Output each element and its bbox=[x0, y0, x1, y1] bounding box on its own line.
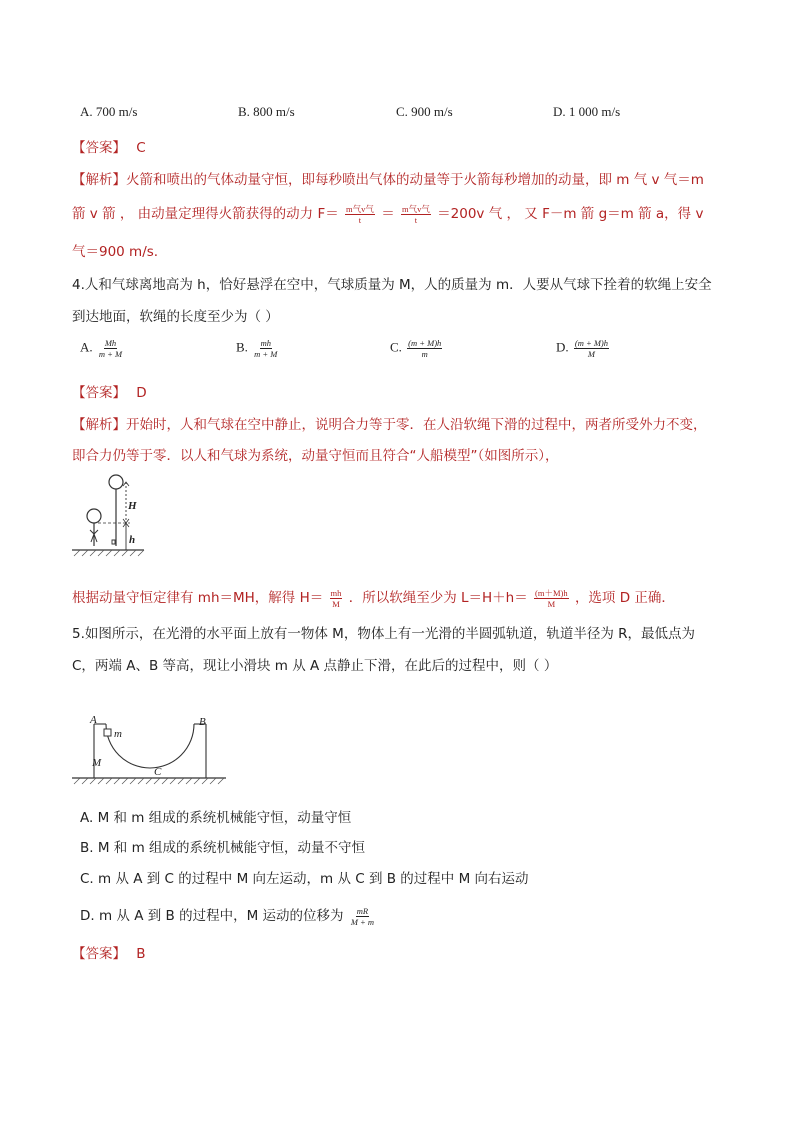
q4-analysis-line2: 即合力仍等于零．以人和气球为系统，动量守恒而且符合“人船模型”（如图所示）， bbox=[72, 448, 559, 464]
q3-option-a: A. 700 m/s bbox=[80, 104, 138, 119]
q3-answer bbox=[72, 136, 146, 156]
q3-analysis-line1 bbox=[72, 168, 704, 188]
figure-label-A: A bbox=[90, 714, 97, 726]
q5-stem-line2: C，两端 A、B 等高，现让小滑块 m 从 A 点静止下滑，在此后的过程中，则（ ） bbox=[72, 658, 558, 674]
q3-analysis-line3: 气＝900 m/s. bbox=[72, 244, 159, 260]
q4-option-c: C. $\frac{(m + M)h}{m}$ bbox=[390, 338, 442, 359]
answer-value: C bbox=[136, 140, 146, 156]
figure-label-M: M bbox=[92, 757, 102, 769]
q4-analysis-line3: 根据动量守恒定律有 mh＝MH，解得 H＝ $\frac{mh}{M}$ ．所以软绳至少为 L＝H＋h＝ $\frac{(m+M)h}{M}$ ，选项 D 正确． bbox=[72, 587, 675, 609]
q4-analysis-line1 bbox=[72, 413, 707, 433]
analysis-text: 箭 v 箭 ， 由动量定理得火箭获得的动力 F＝ bbox=[72, 206, 339, 222]
fraction: $\frac{Mh}{m + M}$ bbox=[98, 338, 123, 359]
balloon-person-figure bbox=[68, 470, 148, 560]
q5-option-a: A. M 和 m 组成的系统机械能守恒，动量守恒 bbox=[80, 810, 352, 826]
equals-sign: ＝ bbox=[381, 206, 395, 222]
q4-option-a: A. $\frac{Mh}{m + M}$ bbox=[80, 338, 123, 359]
fraction: $\frac{mh}{M}$ bbox=[330, 587, 342, 609]
fraction: $\frac{(m+M)h}{M}$ bbox=[535, 587, 568, 609]
figure-label-H: H bbox=[128, 500, 137, 512]
analysis-text: 火箭和喷出的气体动量守恒，即每秒喷出气体的动量等于火箭每秒增加的动量，即 m 气 v 气＝m bbox=[126, 172, 704, 188]
analysis-tag: 【解析】 bbox=[72, 417, 126, 433]
figure-label-m: m bbox=[114, 728, 122, 740]
q4-stem-line1: 4.人和气球离地高为 h，恰好悬浮在空中，气球质量为 M，人的质量为 m．人要从气球下拴着的软绳上安全 bbox=[72, 277, 712, 293]
fraction: $\frac{(m + M)h}{M}$ bbox=[574, 338, 609, 359]
q5-answer bbox=[72, 942, 146, 962]
answer-tag: 【答案】 bbox=[72, 946, 126, 962]
figure-label-C: C bbox=[154, 766, 162, 778]
q5-option-c: C. m 从 A 到 C 的过程中 M 向左运动，m 从 C 到 B 的过程中 M 向右运动 bbox=[80, 871, 529, 887]
q5-stem-line1: 5.如图所示，在光滑的水平面上放有一物体 M，物体上有一光滑的半圆弧轨道，轨道半径为 R，最低点为 bbox=[72, 626, 695, 642]
answer-tag: 【答案】 bbox=[72, 140, 126, 156]
q5-option-b: B. M 和 m 组成的系统机械能守恒，动量不守恒 bbox=[80, 840, 366, 856]
answer-tag: 【答案】 bbox=[72, 385, 126, 401]
q4-option-b: B. $\frac{mh}{m + M}$ bbox=[236, 338, 278, 359]
q4-option-d: D. $\frac{(m + M)h}{M}$ bbox=[556, 338, 609, 359]
q4-answer bbox=[72, 381, 147, 401]
q4-stem-line2: 到达地面，软绳的长度至少为（ ） bbox=[72, 309, 279, 325]
fraction: $\frac{\text{m气v气}}{t}$ bbox=[401, 203, 430, 225]
fraction: $\frac{mh}{m + M}$ bbox=[254, 338, 278, 359]
q3-option-d: D. 1 000 m/s bbox=[553, 104, 621, 119]
figure-label-B: B bbox=[199, 716, 206, 728]
analysis-text: 开始时，人和气球在空中静止，说明合力等于零．在人沿软绳下滑的过程中，两者所受外力不变， bbox=[126, 417, 707, 433]
figure-label-h: h bbox=[129, 534, 136, 546]
answer-value: D bbox=[136, 385, 147, 401]
q3-option-b: B. 800 m/s bbox=[238, 104, 295, 119]
q3-analysis-line2 bbox=[72, 202, 703, 225]
q5-option-d: D. m 从 A 到 B 的过程中，M 运动的位移为 $\frac{mR}{M + m}$ bbox=[80, 905, 375, 927]
fraction: $\frac{(m + M)h}{m}$ bbox=[408, 338, 442, 359]
fraction: $\frac{mR}{M + m}$ bbox=[350, 905, 375, 927]
analysis-tag: 【解析】 bbox=[72, 172, 126, 188]
fraction: $\frac{\text{m气v气}}{t}$ bbox=[346, 203, 374, 225]
analysis-text: ＝200v 气 ， 又 F－m 箭 g＝m 箭 a，得 v bbox=[437, 206, 704, 222]
answer-value: B bbox=[136, 946, 146, 962]
q3-option-c: C. 900 m/s bbox=[396, 104, 453, 119]
